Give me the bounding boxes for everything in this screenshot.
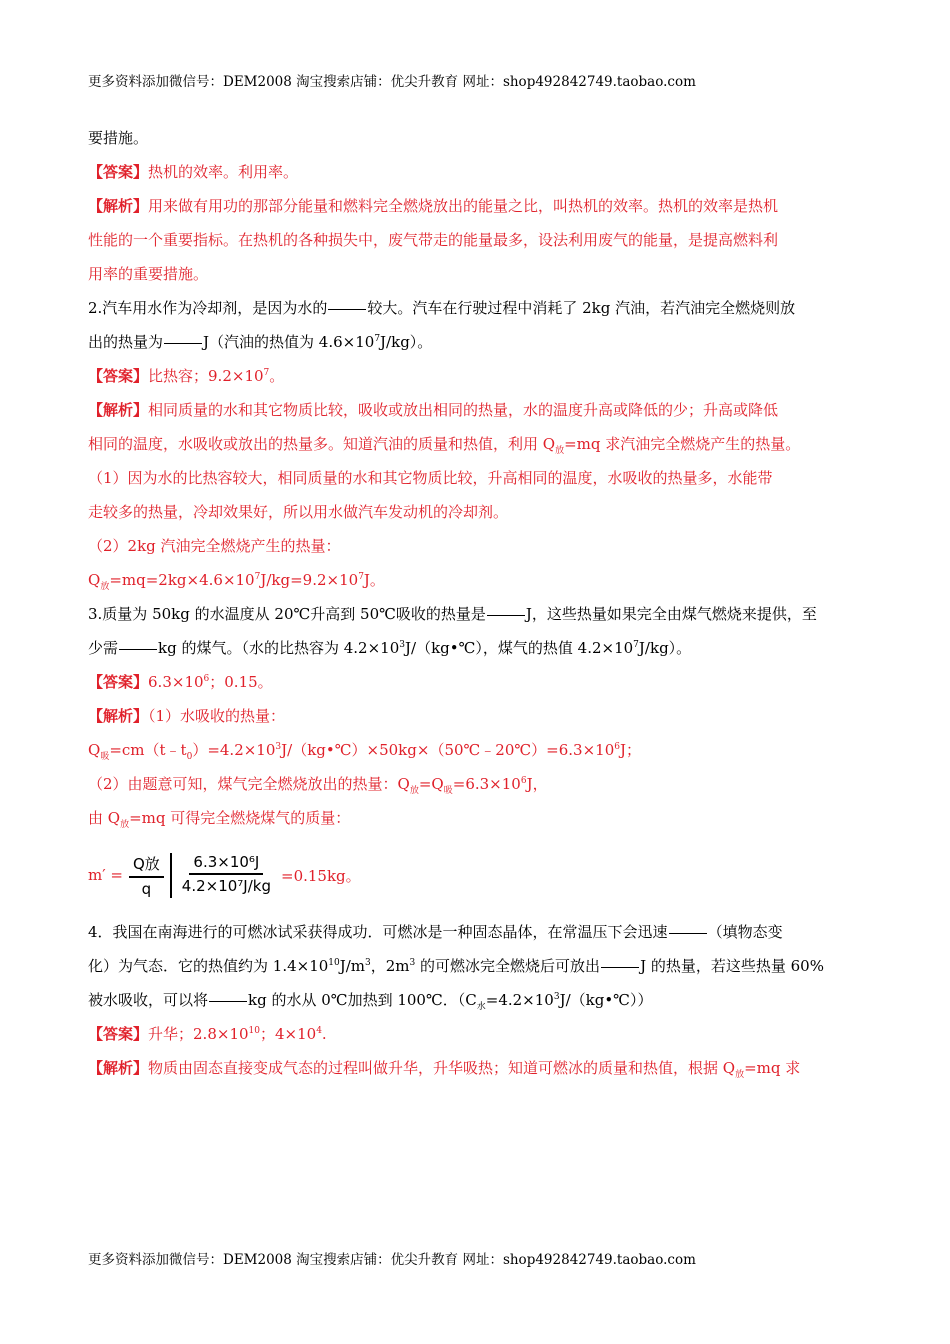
q2-step-2: （2）2kg 汽油完全燃烧产生的热量： xyxy=(88,537,341,555)
q1-analysis-line-1: 【解析】用来做有用功的那部分能量和燃料完全燃烧放出的能量之比，叫热机的效率。热机的效率是热机 xyxy=(88,197,779,215)
q1-analysis-line-3: 用率的重要措施。 xyxy=(88,265,209,283)
mass-prefix: m′ = xyxy=(88,866,123,884)
q3-stem-line-1: 3.质量为 50kg 的水温度从 20℃升高到 50℃吸收的热量是 J，这些热量如果完全由煤气燃烧来提供，至 xyxy=(88,605,817,623)
q1-analysis-line-2: 性能的一个重要指标。在热机的各种损失中，废气带走的能量最多，设法利用废气的能量，是提高燃料利 xyxy=(88,231,779,249)
q3-stem-line-2: 少需 kg 的煤气。（水的比热容为 $4.2\times 10^3J/(kg•℃)$，煤气的热值 $4.2\times 10^7J/kg$）。 xyxy=(88,639,692,657)
q3-answer: 【答案】$6.3\times 10^6$；0.15。 xyxy=(88,673,273,691)
q2-calc: $Q_放=mq=2kg\times 4.6\times 10^7J/kg=9.2\times 10^7J$。 xyxy=(88,571,385,592)
q2-answer: 【答案】比热容；$9.2\times 10^7$。 xyxy=(88,367,285,385)
q2-step-1a: （1）因为水的比热容较大，相同质量的水和其它物质比较，升高相同的温度，水吸收的热量多，水能带 xyxy=(88,469,773,487)
answer-label: 【答案】 xyxy=(88,163,149,181)
fraction-separator xyxy=(170,853,172,898)
answer-blank xyxy=(601,967,639,968)
q4-answer: 【答案】升华；$2.8\times 10^{10}$；$4\times 10^4$. xyxy=(88,1025,327,1043)
page-footer: 更多资料添加微信号：DEM2008 淘宝搜索店铺：优尖升教育 网址：shop492842749.taobao.com xyxy=(88,1252,696,1268)
q3-analysis-line-1: 【解析】（1）水吸收的热量： xyxy=(88,707,286,725)
answer-blank xyxy=(119,649,157,650)
q2-stem-line-1: 2.汽车用水作为冷却剂，是因为水的 较大。汽车在行驶过程中消耗了 2kg 汽油，若汽油完全燃烧则放 xyxy=(88,299,796,317)
q4-stem-line-1: 4．我国在南海进行的可燃冰试采获得成功．可燃冰是一种固态晶体，在常温压下会迅速 （填物态变 xyxy=(88,923,783,941)
analysis-label: 【解析】 xyxy=(88,197,149,215)
answer-blank xyxy=(209,1001,247,1002)
fraction-image xyxy=(125,853,279,898)
fraction-values: $\frac{\text{6.3×10⁶J}}{\text{4.2×10⁷J/kg}}$ xyxy=(181,852,271,895)
q3-step-2: （2）由题意可知，煤气完全燃烧放出的热量：$Q_放=Q_吸=6.3\times 10^6J$， xyxy=(88,775,548,796)
answer-blank xyxy=(328,309,366,310)
fraction-q-over-q: $\frac{\text{Q放}}{q}$ xyxy=(125,853,168,898)
q1-tail: 要措施。 xyxy=(88,129,149,147)
q3-mass-formula xyxy=(88,842,868,908)
q2-stem-line-2: 出的热量为 J（汽油的热值为 $4.6\times 10^7J/kg$）。 xyxy=(88,333,433,351)
answer-blank xyxy=(487,615,525,616)
answer-blank xyxy=(164,343,202,344)
q3-step-3: 由 $Q_放=mq$ 可得完全燃烧煤气的质量： xyxy=(88,809,351,830)
q4-analysis-line-1: 【解析】物质由固态直接变成气态的过程叫做升华，升华吸热；知道可燃冰的质量和热值，根据 $Q_放=mq$ 求 xyxy=(88,1059,801,1080)
q2-step-1b: 走较多的热量，冷却效果好，所以用水做汽车发动机的冷却剂。 xyxy=(88,503,509,521)
q2-analysis-line-2: 相同的温度，水吸收或放出的热量多。知道汽油的质量和热值，利用 $Q_放=mq$ 求汽油完全燃烧产生的热量。 xyxy=(88,435,801,456)
document-body xyxy=(88,128,868,1092)
page-header: 更多资料添加微信号：DEM2008 淘宝搜索店铺：优尖升教育 网址：shop492842749.taobao.com xyxy=(88,74,696,90)
q4-stem-line-3: 被水吸收，可以将 kg 的水从 0℃加热到 100℃．$(C_水=4.2\times 10^3J/(kg•℃))$ xyxy=(88,991,653,1012)
q4-stem-line-2: 化）为气态．它的热值约为 $1.4\times 10^{10}J/m^3$，$2m^3$ 的可燃冰完全燃烧后可放出 J 的热量，若这些热量 60% xyxy=(88,957,824,975)
q2-analysis-line-1: 【解析】相同质量的水和其它物质比较，吸收或放出相同的热量，水的温度升高或降低的少；升高或降低 xyxy=(88,401,779,419)
mass-result: =0.15kg。 xyxy=(281,866,361,885)
answer-blank xyxy=(669,933,707,934)
q1-answer: 【答案】热机的效率。利用率。 xyxy=(88,163,299,181)
q3-calc-1: $Q_吸=cm(t﹣t_0)=4.2\times 10^3J/(kg•℃)\times 50kg\times(50℃﹣20℃)=6.3\times 10^6J$； xyxy=(88,741,642,762)
